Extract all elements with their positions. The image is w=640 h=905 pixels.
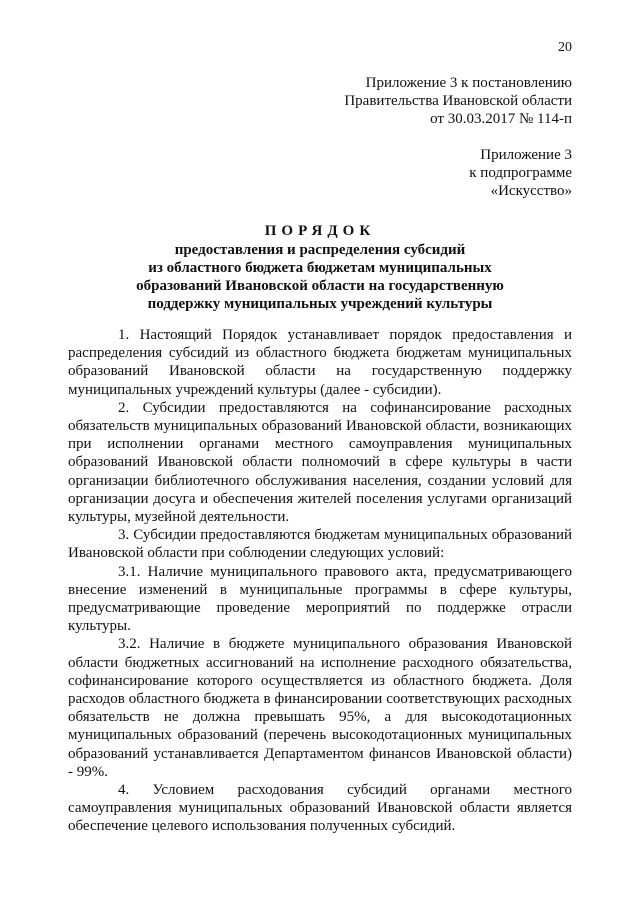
appendix-subprogram-line: Приложение 3 [480,147,572,163]
appendix-resolution-line: Приложение 3 к постановлению [365,75,572,91]
appendix-resolution-line: Правительства Ивановской области [344,93,572,109]
paragraph-3: 3. Субсидии предоставляются бюджетам муниципальных образований Ивановской области при соблюдении следующих условий: [68,527,572,562]
paragraph-1: 1. Настоящий Порядок устанавливает порядок предоставления и распределения субсидий из областного бюджета бюджетам муниципальных образований Ивановской области на государственную поддержку муниципальных учреждений культуры (далее - субсидии). [68,327,572,398]
paragraph-2: 2. Субсидии предоставляются на софинансирование расходных обязательств муниципальных образований Ивановской области, возникающих при исполнении органами местного самоуправления муниципальных образований Ивановской области полномочий в сфере культуры в части организации библиотечного обслуживания населения, создании условий для организации досуга и обеспечения жителей поселения услугами организаций культуры, музейной деятельности. [68,399,572,526]
appendix-resolution-line: от 30.03.2017 № 114-п [430,111,572,127]
appendix-resolution-block [344,74,572,128]
paragraph-3-2: 3.2. Наличие в бюджете муниципального образования Ивановской области бюджетных ассигнований на исполнение расходного обязательства, софинансирование которого осуществляется из областного бюджета. Доля расходов областного бюджета в финансировании соответствующих расходных обязательств не должна превышать 95%, а для высокодотационных муниципальных образований (перечень высокодотационных муниципальных образований устанавливается Департаментом финансов Ивановской области) - 99%. [68,636,572,780]
heading-line: образований Ивановской области на государственную [136,278,504,294]
appendix-subprogram-line: «Искусство» [490,183,572,199]
heading-line: из областного бюджета бюджетам муниципальных [148,260,492,276]
heading-line: поддержку муниципальных учреждений культуры [147,296,493,312]
paragraph-3-1: 3.1. Наличие муниципального правового акта, предусматривающего внесение изменений в муниципальные программы в сфере культуры, предусматривающие проведение мероприятий по поддержке отрасли культуры. [68,563,572,635]
heading-line: предоставления и распределения субсидий [174,242,466,258]
appendix-subprogram-line: к подпрограмме [469,165,572,181]
paragraph-4: 4. Условием расходования субсидий органами местного самоуправления муниципальных образований Ивановской области является обеспечение целевого использования полученных субсидий. [68,782,572,835]
document-title: ПОРЯДОК [264,223,376,239]
page-number: 20 [558,40,572,55]
document-body [68,326,572,836]
appendix-subprogram-block [469,146,572,200]
document-heading [68,222,572,313]
